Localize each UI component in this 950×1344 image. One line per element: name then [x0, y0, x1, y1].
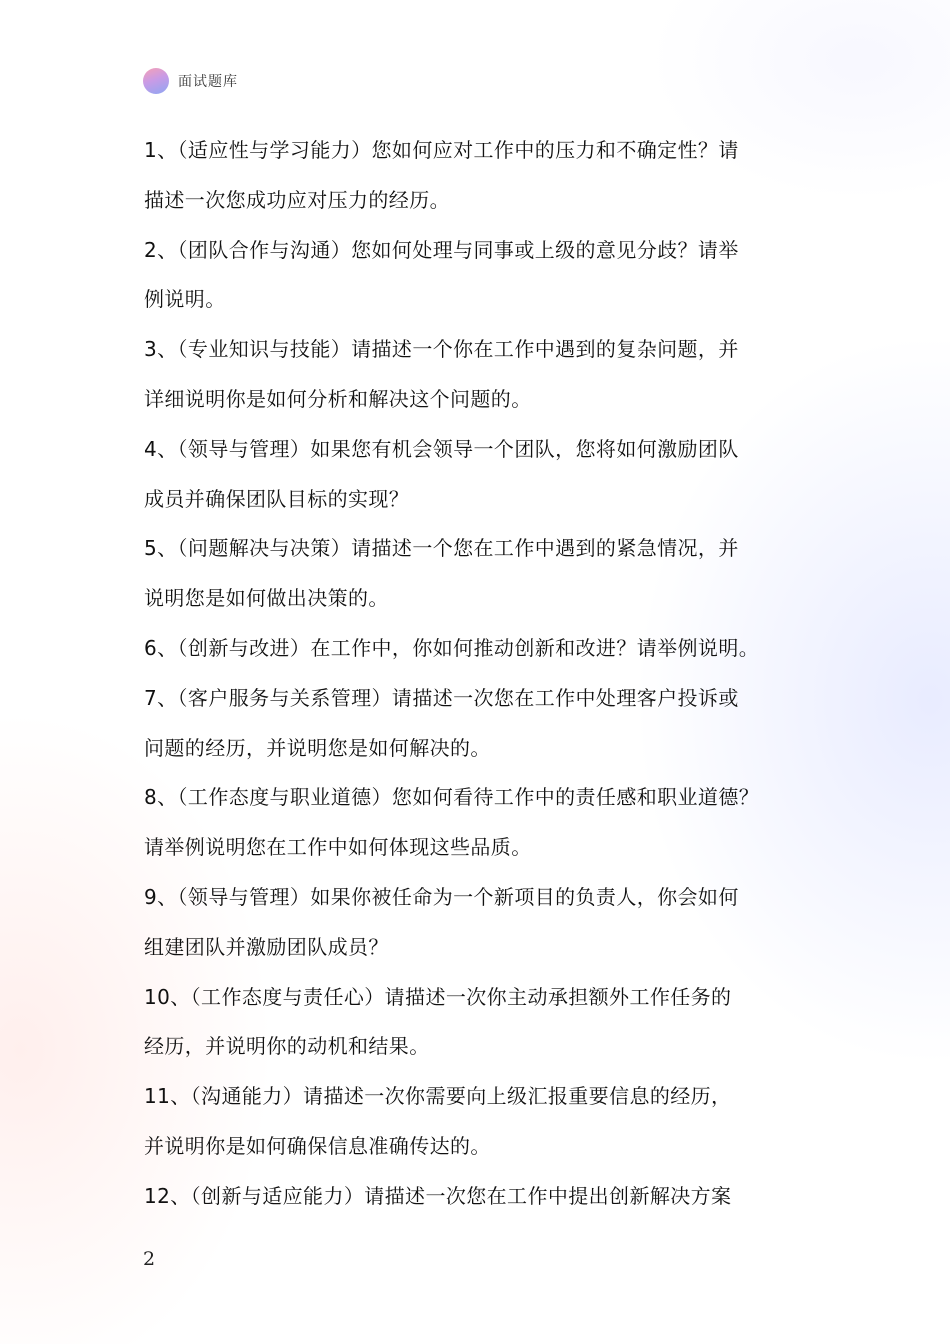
text-line: 并说明你是如何确保信息准确传达的。	[144, 1133, 491, 1158]
text-line: 12、（创新与适应能力）请描述一次您在工作中提出创新解决方案	[144, 1183, 732, 1208]
text-line: 5、（问题解决与决策）请描述一个您在工作中遇到的紧急情况，并	[144, 536, 739, 561]
text-line: 组建团队并激励团队成员？	[144, 934, 389, 959]
logo-icon	[143, 68, 169, 94]
text-line: 成员并确保团队目标的实现？	[144, 486, 410, 511]
text-line: 2、（团队合作与沟通）您如何处理与同事或上级的意见分歧？请举	[144, 237, 739, 262]
text-line: 详细说明你是如何分析和解决这个问题的。	[144, 386, 532, 411]
text-line: 4、（领导与管理）如果您有机会领导一个团队，您将如何激励团队	[144, 436, 739, 461]
text-line: 6、（创新与改进）在工作中，你如何推动创新和改进？请举例说明。	[144, 635, 760, 660]
text-line: 8、（工作态度与职业道德）您如何看待工作中的责任感和职业道德？	[144, 785, 760, 810]
text-line: 11、（沟通能力）请描述一次你需要向上级汇报重要信息的经历，	[144, 1084, 732, 1109]
header-title: 面试题库	[178, 74, 238, 90]
text-line: 例说明。	[144, 287, 226, 312]
question-list	[144, 126, 844, 1222]
text-line: 3、（专业知识与技能）请描述一个你在工作中遇到的复杂问题，并	[144, 337, 739, 362]
text-line: 10、（工作态度与责任心）请描述一次你主动承担额外工作任务的	[144, 984, 732, 1009]
text-line: 描述一次您成功应对压力的经历。	[144, 187, 450, 212]
page-number: 2	[143, 1248, 156, 1270]
text-line: 经历，并说明你的动机和结果。	[144, 1034, 430, 1059]
text-line: 说明您是如何做出决策的。	[144, 586, 389, 611]
text-line: 请举例说明您在工作中如何体现这些品质。	[144, 835, 532, 860]
text-line: 9、（领导与管理）如果你被任命为一个新项目的负责人，你会如何	[144, 884, 739, 909]
text-line: 7、（客户服务与关系管理）请描述一次您在工作中处理客户投诉或	[144, 685, 739, 710]
text-line: 1、（适应性与学习能力）您如何应对工作中的压力和不确定性？请	[144, 138, 739, 162]
page-header	[143, 67, 238, 95]
text-line: 问题的经历，并说明您是如何解决的。	[144, 735, 491, 760]
